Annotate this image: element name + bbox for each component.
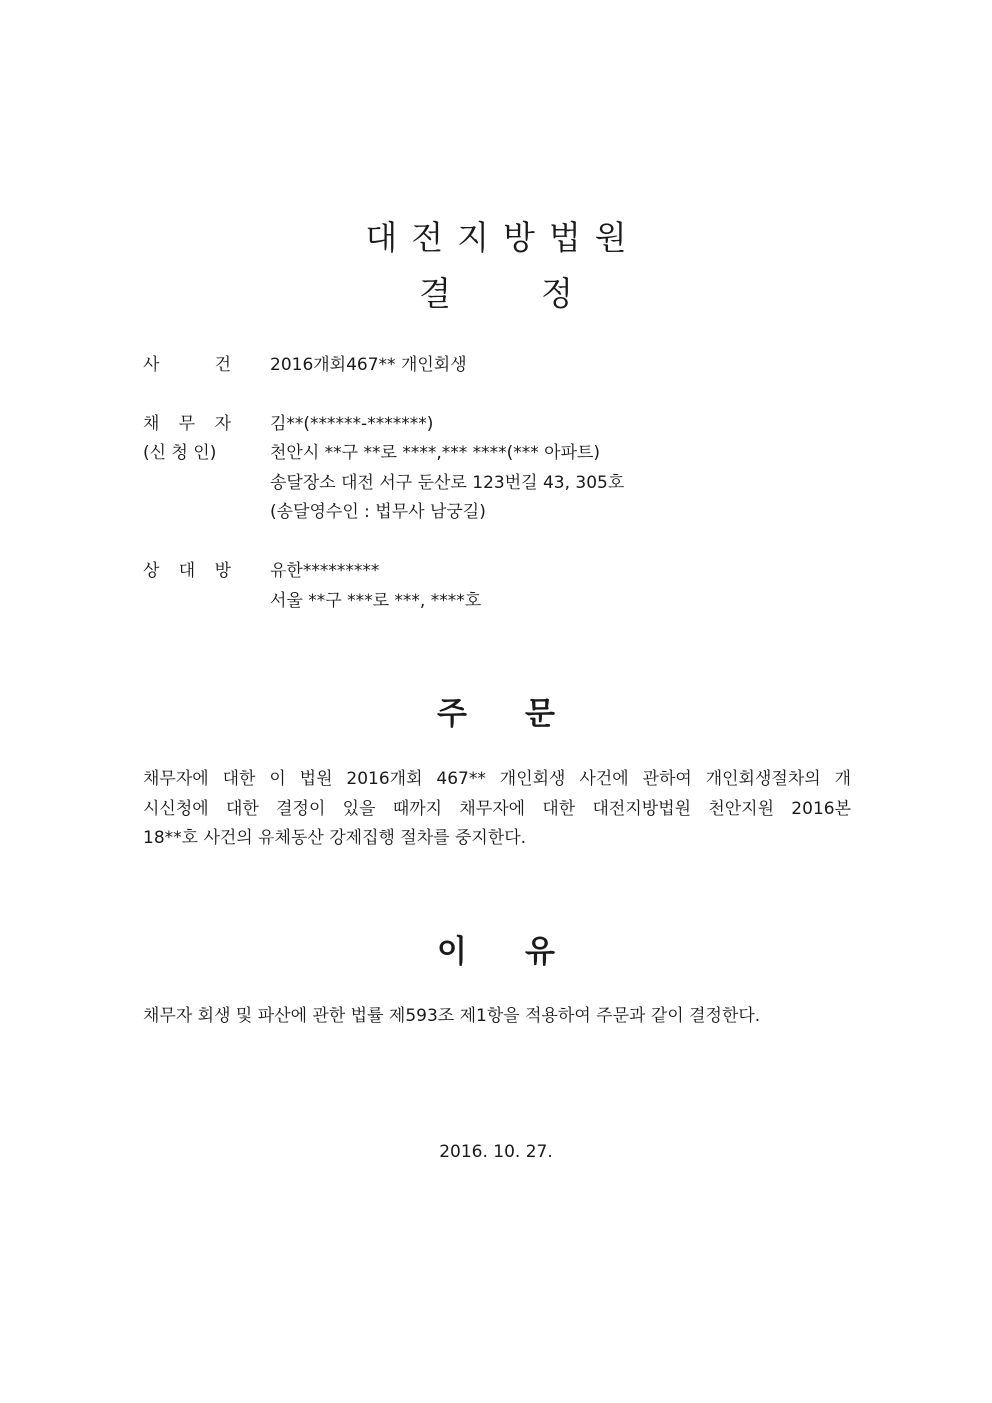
case-label-left: 사 [143,355,160,375]
decision-date: 2016. 10. 27. [439,1142,553,1162]
counterparty-label-char: 상 [143,561,160,581]
debtor-delivery-address: 송달장소 대전 서구 둔산로 123번길 43, 305호 [270,473,625,493]
debtor-label [143,409,231,434]
counterparty-label [143,556,231,581]
debtor-delivery-recipient: (송달영수인 : 법무사 남궁길) [270,502,486,522]
debtor-label-char: 자 [214,414,231,434]
debtor-label-char: 채 [143,414,160,434]
document-title-right: 정 [541,274,573,313]
applicant-label: (신 청 인) [143,443,217,463]
case-value: 2016개회467** 개인회생 [270,355,467,375]
debtor-label-char: 무 [178,414,196,434]
order-text-line: 시신청에 대한 결정이 있을 때까지 채무자에 대한 대전지방법원 천안지원 2016본 [143,799,851,819]
counterparty-label-char: 대 [178,561,196,581]
case-label [143,350,231,375]
reason-text: 채무자 회생 및 파산에 관한 법률 제593조 제1항을 적용하여 주문과 같이 결정한다. [143,1006,761,1026]
order-text-line: 채무자에 대한 이 법원 2016개회 467** 개인회생 사건에 관하여 개인회생절차의 개 [143,769,851,789]
order-heading-left: 주 [437,696,467,732]
reason-heading [0,926,992,971]
case-label-right: 건 [214,355,231,375]
debtor-address: 천안시 **구 **로 ****,*** ****(*** 아파트) [270,443,601,463]
reason-heading-right: 유 [525,934,555,970]
reason-heading-left: 이 [437,934,467,970]
order-text-line: 18**호 사건의 유체동산 강제집행 절차를 중지한다. [143,828,527,848]
court-name: 대전지방법원 [365,218,641,257]
document-title [0,268,992,315]
counterparty-name: 유한********* [270,561,380,581]
counterparty-label-char: 방 [214,561,231,581]
order-heading [0,688,992,733]
document-title-left: 결 [419,274,451,313]
debtor-name: 김**(******-*******) [270,414,434,434]
order-heading-right: 문 [525,696,555,732]
counterparty-address: 서울 **구 ***로 ***, ****호 [270,591,482,611]
